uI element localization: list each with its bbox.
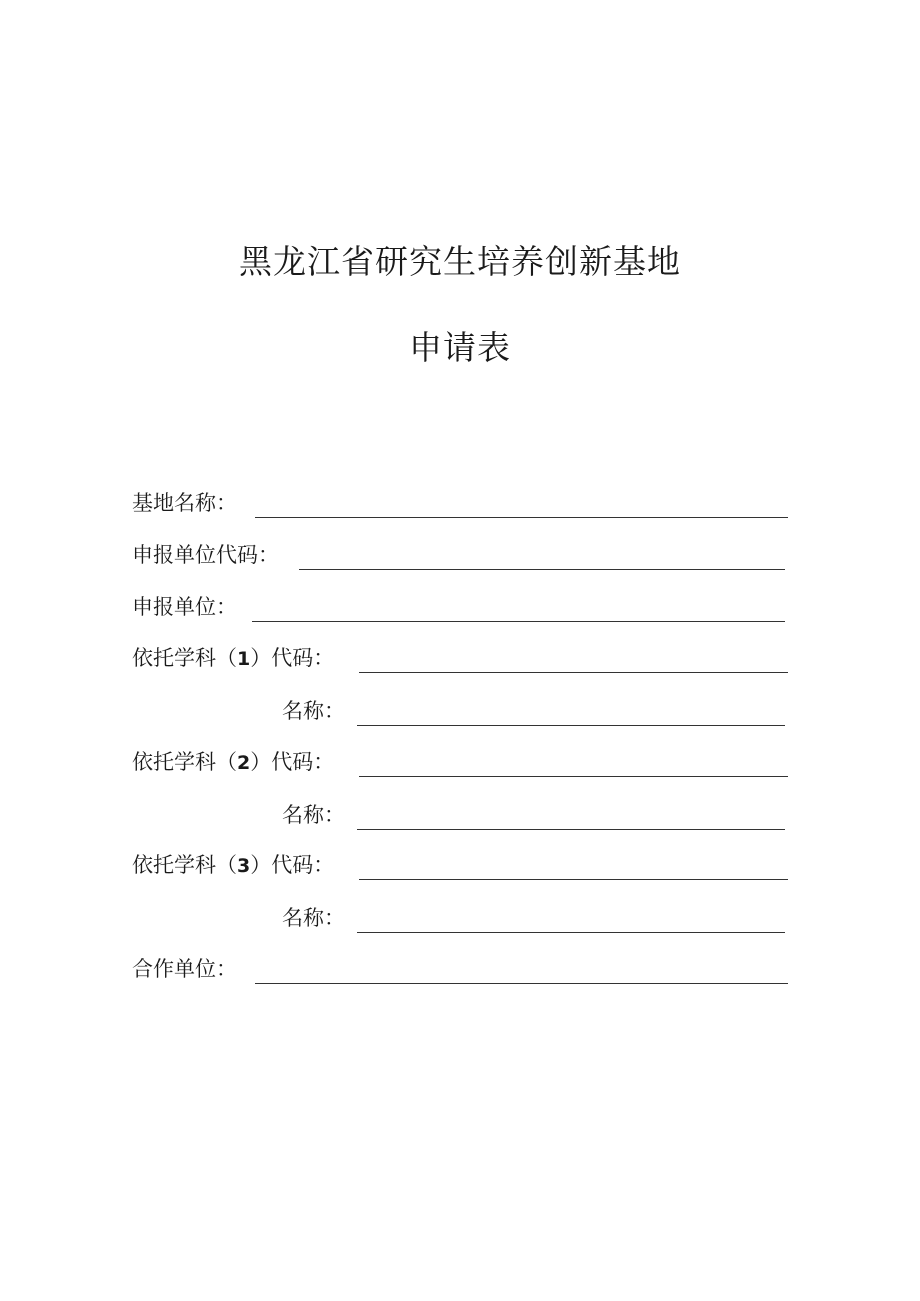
discipline-2-code-label	[132, 747, 334, 778]
discipline-2-code-field	[132, 747, 792, 777]
discipline-label-prefix: 依托学科（	[132, 750, 237, 774]
unit-code-field	[132, 540, 792, 570]
form-subtitle: 申请表	[409, 328, 511, 367]
discipline-1-name-label: 名称：	[282, 699, 345, 723]
discipline-label-suffix: ）代码：	[250, 750, 335, 774]
partner-unit-input-line[interactable]	[255, 982, 788, 984]
discipline-label-prefix: 依托学科（	[132, 646, 237, 670]
discipline-label-prefix: 依托学科（	[132, 853, 237, 877]
base-name-label: 基地名称：	[132, 491, 237, 515]
discipline-3-code-label	[132, 850, 334, 881]
discipline-1-name-field	[282, 696, 792, 726]
discipline-1-code-label	[132, 643, 334, 674]
base-name-field	[132, 488, 792, 518]
discipline-label-suffix: ）代码：	[250, 853, 335, 877]
discipline-3-name-label: 名称：	[282, 906, 345, 930]
discipline-2-name-label: 名称：	[282, 803, 345, 827]
discipline-number: 3	[237, 855, 251, 877]
discipline-2-name-field	[282, 800, 792, 830]
partner-unit-field	[132, 954, 792, 984]
discipline-2-name-input-line[interactable]	[357, 828, 785, 830]
discipline-3-name-field	[282, 903, 792, 933]
unit-label: 申报单位：	[132, 595, 237, 619]
partner-unit-label: 合作单位：	[132, 957, 237, 981]
discipline-1-code-input-line[interactable]	[359, 671, 788, 673]
discipline-3-code-input-line[interactable]	[359, 878, 788, 880]
discipline-number: 2	[237, 752, 251, 774]
unit-code-label: 申报单位代码：	[132, 543, 279, 567]
discipline-number: 1	[237, 648, 251, 670]
discipline-1-code-field	[132, 643, 792, 673]
discipline-3-name-input-line[interactable]	[357, 931, 785, 933]
discipline-1-name-input-line[interactable]	[357, 724, 785, 726]
unit-code-input-line[interactable]	[299, 568, 785, 570]
form-title: 黑龙江省研究生培养创新基地	[239, 242, 681, 281]
base-name-input-line[interactable]	[255, 516, 788, 518]
discipline-3-code-field	[132, 850, 792, 880]
unit-field	[132, 592, 792, 622]
unit-input-line[interactable]	[252, 620, 785, 622]
discipline-label-suffix: ）代码：	[250, 646, 335, 670]
discipline-2-code-input-line[interactable]	[359, 775, 788, 777]
